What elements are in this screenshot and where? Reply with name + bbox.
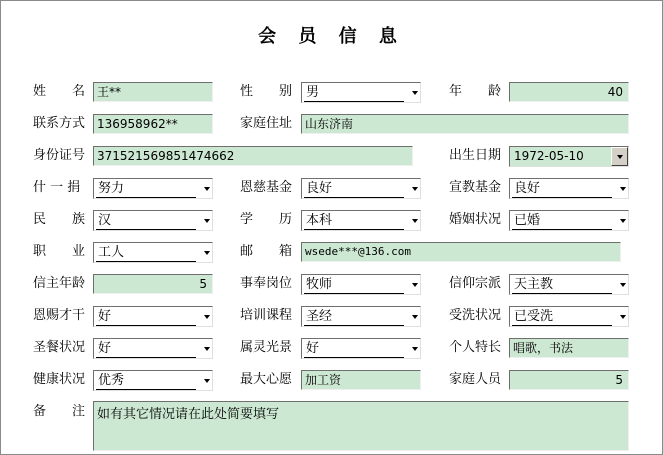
- chevron-down-icon[interactable]: [620, 187, 626, 191]
- chevron-down-icon: [617, 155, 623, 159]
- phone-field[interactable]: 136958962**: [93, 114, 213, 134]
- wish-field[interactable]: 加工资: [301, 370, 421, 390]
- education-select[interactable]: [301, 210, 421, 231]
- wish-label: 最大心愿: [240, 372, 293, 387]
- chevron-down-icon[interactable]: [412, 187, 418, 191]
- service-post-label: 事奉岗位: [240, 276, 293, 291]
- chevron-down-icon[interactable]: [620, 283, 626, 287]
- chevron-down-icon[interactable]: [204, 187, 210, 191]
- training-value: 圣经: [304, 308, 404, 326]
- marital-value: 已婚: [512, 212, 612, 230]
- chevron-down-icon[interactable]: [412, 347, 418, 351]
- health-label: 健康状况: [33, 372, 86, 387]
- communion-label: 圣餐状况: [33, 340, 86, 355]
- years-faith-field[interactable]: 5: [93, 274, 213, 294]
- health-value: 优秀: [96, 372, 196, 390]
- birth-date-label: 出生日期: [449, 148, 502, 163]
- age-label: 年 龄: [449, 84, 502, 99]
- family-label: 家庭人员: [449, 372, 502, 387]
- chevron-down-icon[interactable]: [412, 91, 418, 95]
- service-post-select[interactable]: [301, 274, 421, 295]
- tithe-select[interactable]: [93, 178, 213, 199]
- grace-fund-label: 恩慈基金: [240, 180, 293, 195]
- ethnicity-select[interactable]: [93, 210, 213, 231]
- tithe-label: 什 一 捐: [33, 180, 81, 195]
- denomination-label: 信仰宗派: [449, 276, 502, 291]
- notes-textarea[interactable]: 如有其它情况请在此处简要填写: [93, 401, 629, 451]
- birth-date-value: 1972-05-10: [514, 149, 584, 163]
- spiritual-label: 属灵光景: [240, 340, 293, 355]
- communion-value: 好: [96, 340, 196, 358]
- birth-date-picker[interactable]: [509, 146, 629, 167]
- spiritual-select[interactable]: [301, 338, 421, 359]
- specialty-field[interactable]: 唱歌，书法: [509, 338, 629, 358]
- page-title: 会 员 信 息: [258, 26, 405, 47]
- age-field[interactable]: 40: [509, 82, 629, 102]
- baptism-value: 已受洗: [512, 308, 612, 326]
- family-field[interactable]: 5: [509, 370, 629, 390]
- mission-fund-value: 良好: [512, 180, 612, 198]
- mission-fund-select[interactable]: [509, 178, 629, 199]
- chevron-down-icon[interactable]: [620, 219, 626, 223]
- date-dropdown-button[interactable]: [611, 147, 628, 166]
- address-label: 家庭住址: [240, 116, 293, 131]
- chevron-down-icon[interactable]: [204, 251, 210, 255]
- health-select[interactable]: [93, 370, 213, 391]
- chevron-down-icon[interactable]: [412, 283, 418, 287]
- phone-label: 联系方式: [33, 116, 86, 131]
- chevron-down-icon[interactable]: [620, 315, 626, 319]
- specialty-label: 个人特长: [449, 340, 502, 355]
- chevron-down-icon[interactable]: [412, 315, 418, 319]
- notes-label: 备 注: [33, 404, 86, 419]
- name-label: 姓 名: [33, 84, 86, 99]
- occupation-value: 工人: [96, 244, 196, 262]
- gender-select[interactable]: [301, 82, 421, 103]
- baptism-select[interactable]: [509, 306, 629, 327]
- service-post-value: 牧师: [304, 276, 404, 294]
- address-field[interactable]: 山东济南: [301, 114, 629, 134]
- spiritual-value: 好: [304, 340, 404, 358]
- occupation-label: 职 业: [33, 244, 86, 259]
- marital-label: 婚姻状况: [449, 212, 502, 227]
- gender-value: 男: [304, 84, 404, 102]
- chevron-down-icon[interactable]: [204, 315, 210, 319]
- denomination-select[interactable]: [509, 274, 629, 295]
- grace-fund-value: 良好: [304, 180, 404, 198]
- training-select[interactable]: [301, 306, 421, 327]
- denomination-value: 天主教: [512, 276, 612, 294]
- chevron-down-icon[interactable]: [204, 379, 210, 383]
- chevron-down-icon[interactable]: [412, 219, 418, 223]
- occupation-select[interactable]: [93, 242, 213, 263]
- education-value: 本科: [304, 212, 404, 230]
- years-faith-label: 信主年龄: [33, 276, 86, 291]
- gifts-label: 恩赐才干: [33, 308, 86, 323]
- gender-label: 性 别: [240, 84, 293, 99]
- tithe-value: 努力: [96, 180, 196, 198]
- marital-select[interactable]: [509, 210, 629, 231]
- ethnicity-label: 民 族: [33, 212, 86, 227]
- email-label: 邮 箱: [240, 244, 293, 259]
- id-number-field[interactable]: 371521569851474662: [93, 146, 413, 166]
- gifts-select[interactable]: [93, 306, 213, 327]
- training-label: 培训课程: [240, 308, 293, 323]
- ethnicity-value: 汉: [96, 212, 196, 230]
- grace-fund-select[interactable]: [301, 178, 421, 199]
- baptism-label: 受洗状况: [449, 308, 502, 323]
- communion-select[interactable]: [93, 338, 213, 359]
- gifts-value: 好: [96, 308, 196, 326]
- email-field[interactable]: wsede***@136.com: [301, 242, 621, 262]
- education-label: 学 历: [240, 212, 293, 227]
- name-field[interactable]: 王**: [93, 82, 213, 102]
- chevron-down-icon[interactable]: [204, 347, 210, 351]
- chevron-down-icon[interactable]: [204, 219, 210, 223]
- mission-fund-label: 宣教基金: [449, 180, 502, 195]
- id-number-label: 身份证号: [33, 148, 86, 163]
